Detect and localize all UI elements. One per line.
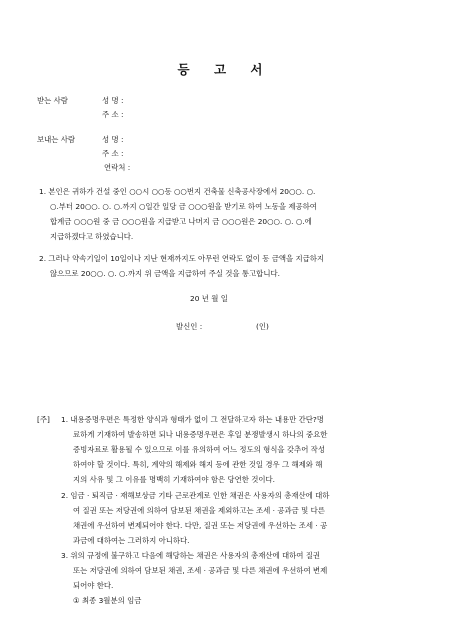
- recipient-address-label: 주 소 :: [102, 110, 124, 119]
- date-line: 20 년 월 일: [190, 294, 228, 303]
- note-line: 하여야 할 것이다. 특히, 계약의 해제와 해지 등에 관한 것일 경우 그 해제와 해: [73, 460, 323, 469]
- note-line: 되어야 한다.: [73, 581, 114, 590]
- note-line: 증빙자료로 활용될 수 있으므로 이를 유의하여 어느 정도의 형식을 갖추어 작성: [73, 445, 325, 454]
- body-p1-line: 합계금 ○○○원 중 금 ○○○원을 지급받고 나머지 금 ○○○원은 20○○. ○. ○.에: [50, 217, 312, 226]
- note-line: 1. 내용증명우편은 특정한 양식과 형태가 없이 그 전달하고자 하는 내용만 간단?명: [61, 415, 324, 424]
- body-p1-line: ○.부터 20○○. ○. ○.까지 ○일간 일당 금 ○○○원을 받기로 하여 노동을 제공하여: [50, 202, 317, 211]
- note-line: 또는 저당권에 의하여 담보된 채권, 조세 · 공과금 및 다른 채권에 우선하여 변제: [73, 566, 328, 575]
- sender-name-label: 성 명 :: [102, 135, 124, 144]
- body-p1-line: 1. 본인은 귀하가 건설 중인 ○○시 ○○동 ○○번지 건축물 신축공사장에서 20○○. ○.: [39, 187, 316, 196]
- body-p2-line: 2. 그러나 약속기일이 10일이나 지난 현재까지도 아무런 연락도 없이 동 금액을 지급하지: [39, 254, 325, 263]
- recipient-name-label: 성 명 :: [102, 96, 124, 105]
- sender-label: 보내는 사람: [37, 135, 76, 144]
- document-title: 등 고 서: [177, 62, 273, 77]
- body-p1-line: 지급하겠다고 하였습니다.: [50, 232, 134, 241]
- sender-address-label: 주 소 :: [102, 149, 124, 158]
- body-p2-line: 않으므로 20○○. ○. ○.까지 위 금액을 지급하여 주실 것을 통고합니다.: [50, 269, 280, 278]
- sender-contact-label: 연락처 :: [104, 163, 131, 172]
- notes-prefix: [주]: [37, 415, 50, 424]
- note-line: 3. 위의 규정에 불구하고 다음에 해당하는 채권은 사용자의 총재산에 대하여 질권: [61, 551, 321, 560]
- note-line: 지의 사유 및 그 이유를 명백히 기재하여야 함은 당연한 것이다.: [73, 475, 275, 484]
- note-line: 료하게 기재하여 발송하면 되나 내용증명우편은 후일 분쟁발생시 하나의 중요한: [73, 430, 328, 439]
- note-line: 채권에 우선하여 변제되어야 한다. 다만, 질권 또는 저당권에 우선하는 조세 · 공: [73, 521, 328, 530]
- note-line: 여 질권 또는 저당권에 의하여 담보된 채권을 제외하고는 조세 · 공과금 및 다른: [73, 506, 325, 515]
- signature-seal: (인): [256, 322, 269, 331]
- signature-label: 발신인 :: [176, 322, 203, 331]
- note-line: ① 최종 3월분의 임금: [73, 596, 142, 605]
- note-line: 2. 임금 · 퇴직금 · 재해보상금 기타 근로관계로 인한 채권은 사용자의 총재산에 대하: [61, 491, 330, 500]
- recipient-label: 받는 사람: [37, 96, 68, 105]
- note-line: 과금에 대하여는 그러하지 아니하다.: [73, 536, 190, 545]
